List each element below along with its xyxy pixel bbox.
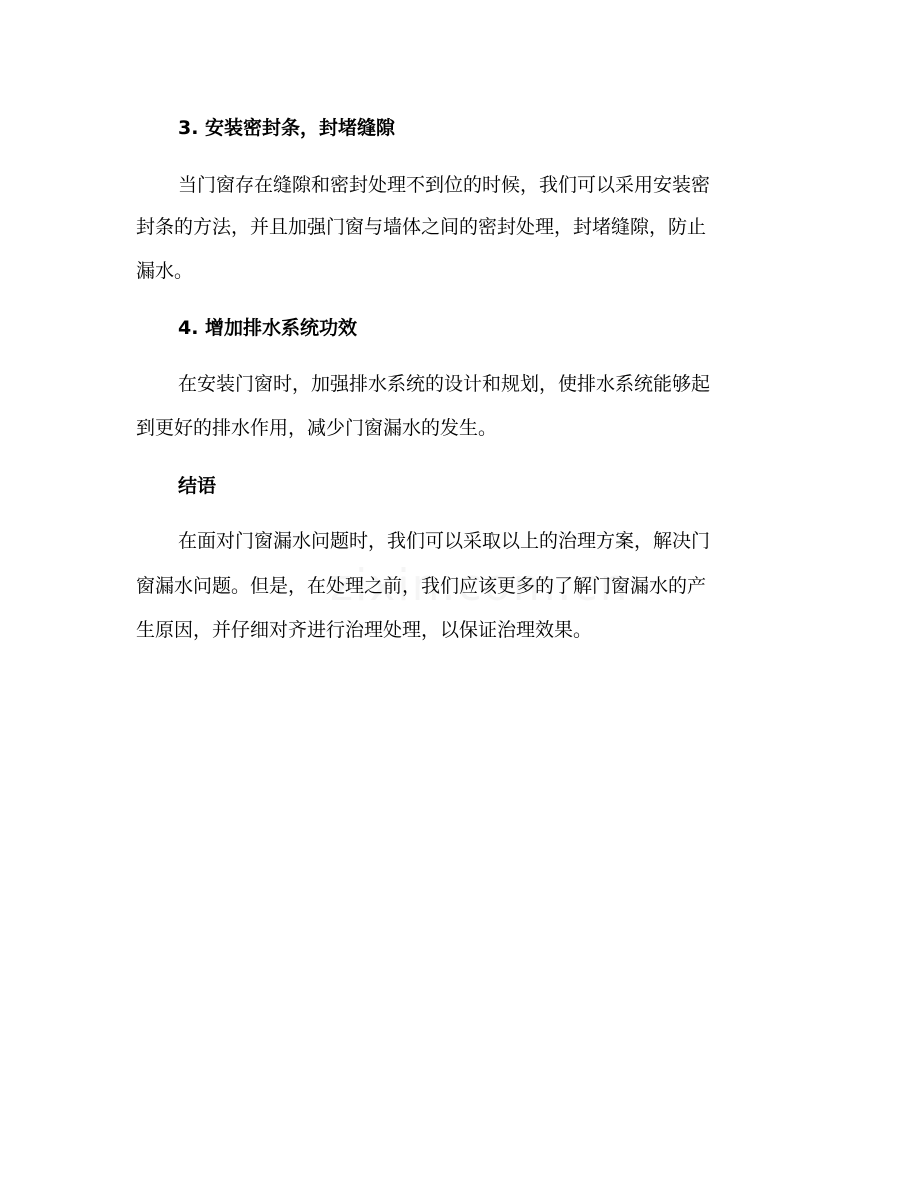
paragraph-line: 窗漏水问题。但是，在处理之前，我们应该更多的了解门窗漏水的产 bbox=[136, 575, 707, 597]
section-heading-conclusion: 结语 bbox=[178, 475, 217, 497]
paragraph-line: 封条的方法，并且加强门窗与墙体之间的密封处理，封堵缝隙，防止 bbox=[136, 216, 707, 238]
paragraph-line: 到更好的排水作用，减少门窗漏水的发生。 bbox=[136, 417, 498, 439]
paragraph-line: 在面对门窗漏水问题时，我们可以采取以上的治理方案，解决门 bbox=[178, 530, 711, 552]
paragraph-line: 生原因，并仔细对齐进行治理处理，以保证治理效果。 bbox=[136, 619, 593, 641]
section-heading-sealing: 3. 安装密封条，封堵缝隙 bbox=[178, 117, 396, 139]
paragraph-line: 在安装门窗时，加强排水系统的设计和规划，使排水系统能够起 bbox=[178, 373, 711, 395]
watermark bbox=[330, 560, 630, 611]
paragraph-line: 当门窗存在缝隙和密封处理不到位的时候，我们可以采用安装密 bbox=[178, 174, 711, 196]
section-heading-drainage: 4. 增加排水系统功效 bbox=[178, 317, 358, 339]
paragraph-line: 漏水。 bbox=[136, 260, 194, 282]
